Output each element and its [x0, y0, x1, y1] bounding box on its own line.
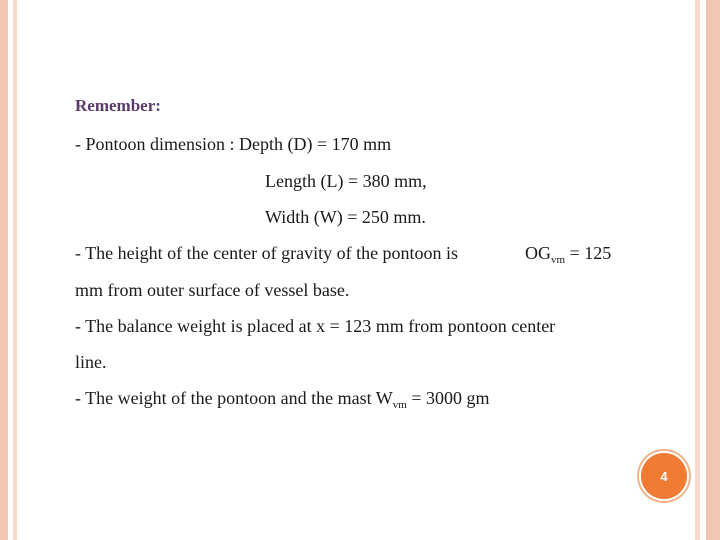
slide-heading: Remember: [75, 96, 161, 115]
og-subscript: vm [551, 254, 566, 266]
weight-text: - The weight of the pontoon and the mast W [75, 388, 393, 408]
text-line-pontoon-dimension: - Pontoon dimension : Depth (D) = 170 mm [75, 134, 392, 154]
text-line-balance-weight: - The balance weight is placed at x = 123 mm from pontoon center [75, 316, 556, 336]
text-line-length: Length (L) = 380 mm, [265, 171, 427, 191]
og-symbol: OG [525, 243, 551, 263]
text-line-vessel-base: mm from outer surface of vessel base. [75, 280, 350, 300]
weight-value: = 3000 gm [406, 388, 490, 408]
text-line-og-value [525, 243, 612, 266]
page-number-badge: 4 [639, 451, 689, 501]
text-line-pontoon-weight [75, 388, 490, 411]
weight-subscript: vm [392, 399, 407, 411]
text-line-center-line: line. [75, 352, 107, 372]
og-value: = 125 [565, 243, 612, 263]
text-line-width: Width (W) = 250 mm. [265, 207, 426, 227]
text-line-center-of-gravity: - The height of the center of gravity of the pontoon is [75, 243, 459, 263]
